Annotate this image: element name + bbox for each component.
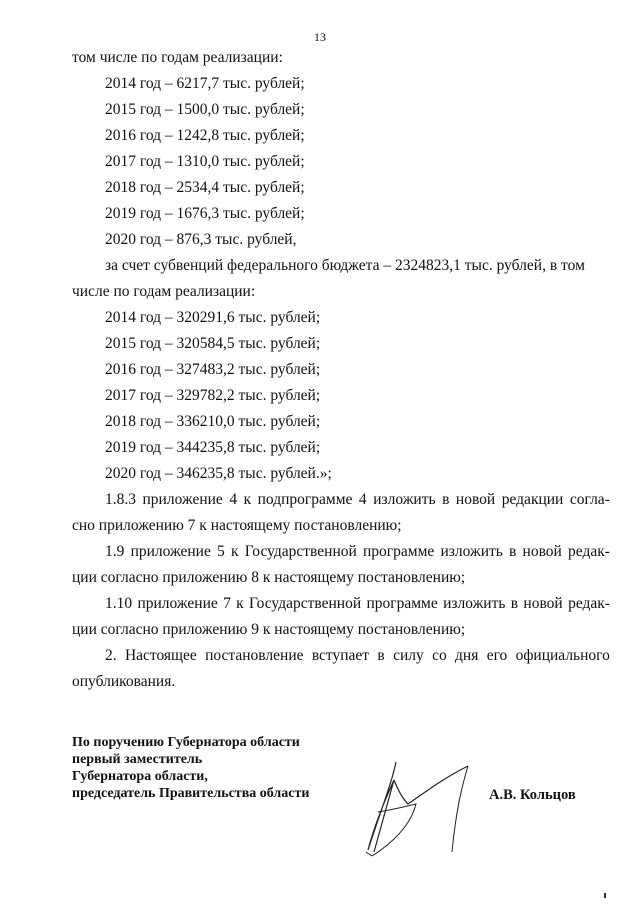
text-line: 2015 год – 320584,5 тыс. рублей;	[105, 335, 321, 352]
text-line-justified	[0, 539, 640, 565]
signatory-title-line: председатель Правительства области	[72, 786, 310, 801]
word: новой	[522, 543, 562, 560]
text-line: 2017 год – 1310,0 тыс. рублей;	[105, 153, 305, 170]
word: к	[230, 543, 239, 560]
word: 5	[217, 543, 225, 560]
word: изложить	[373, 491, 436, 508]
word: редак-	[568, 543, 610, 560]
text-line: опубликования.	[72, 673, 176, 690]
text-line-justified	[0, 643, 640, 669]
text-line: 2014 год – 320291,6 тыс. рублей;	[105, 309, 321, 326]
text-line: ции согласно приложению 9 к настоящему постановлению;	[72, 621, 466, 638]
signatory-title-line: Губернатора области,	[72, 769, 208, 784]
document-body	[0, 45, 640, 695]
word: 1.8.3	[105, 491, 136, 508]
text-line: числе по годам реализации:	[72, 283, 256, 300]
word: программе	[363, 543, 435, 560]
word: 4	[358, 491, 367, 508]
text-line-justified	[0, 487, 640, 513]
text-line: 2020 год – 346235,8 тыс. рублей.»;	[105, 465, 332, 482]
signer-name: А.В. Кольцов	[489, 787, 576, 803]
text-line: 2020 год – 876,3 тыс. рублей,	[105, 231, 297, 248]
word: изложить	[443, 595, 506, 612]
text-line: том числе по годам реализации:	[72, 49, 283, 66]
word: к	[243, 491, 252, 508]
word: Настоящее	[124, 647, 197, 664]
text-line: за счет субвенций федерального бюджета – 2324823,1 тыс. рублей, в том	[105, 257, 585, 274]
word: в	[442, 491, 450, 508]
text-line: 2016 год – 327483,2 тыс. рублей;	[105, 361, 321, 378]
word: дня	[455, 647, 479, 664]
word: приложение	[142, 491, 223, 508]
word: согла-	[569, 491, 610, 508]
text-line: 2014 год – 6217,7 тыс. рублей;	[105, 75, 305, 92]
word: его	[486, 647, 508, 664]
word: новой	[523, 595, 563, 612]
word: в	[510, 595, 519, 612]
text-line: 2017 год – 329782,2 тыс. рублей;	[105, 387, 321, 404]
page-number: 13	[314, 30, 326, 44]
text-line: ции согласно приложению 8 к настоящему постановлению;	[72, 569, 466, 586]
text-line: 2019 год – 344235,8 тыс. рублей;	[105, 439, 321, 456]
text-line: 2018 год – 2534,4 тыс. рублей;	[105, 179, 305, 196]
word: Государственной	[244, 543, 357, 560]
word: редак-	[568, 595, 610, 612]
word: приложение	[130, 543, 211, 560]
word: новой	[455, 491, 496, 508]
word: подпрограмме	[257, 491, 353, 508]
margin-mark	[604, 893, 606, 898]
word: 2.	[105, 647, 117, 664]
word: Государственной	[249, 595, 362, 612]
signatory-title-line: первый заместитель	[72, 752, 203, 767]
word: постановление	[205, 647, 304, 664]
handwritten-signature	[358, 752, 488, 862]
word: к	[236, 595, 244, 612]
word: силу	[393, 647, 424, 664]
signatory-title-line: По поручению Губернатора области	[72, 735, 300, 750]
word: 1.10	[105, 595, 133, 612]
word: официального	[515, 647, 610, 664]
text-line: 2018 год – 336210,0 тыс. рублей;	[105, 413, 321, 430]
text-line: 2015 год – 1500,0 тыс. рублей;	[105, 101, 305, 118]
word: редакции	[501, 491, 564, 508]
word: со	[432, 647, 447, 664]
text-line-justified	[0, 591, 640, 617]
word: 7	[223, 595, 231, 612]
word: в	[509, 543, 517, 560]
text-line: сно приложению 7 к настоящему постановлению;	[72, 517, 402, 534]
word: 1.9	[105, 543, 125, 560]
word: вступает	[311, 647, 370, 664]
text-line: 2019 год – 1676,3 тыс. рублей;	[105, 205, 305, 222]
word: программе	[366, 595, 438, 612]
signatory-title	[72, 734, 309, 802]
text-line: 2016 год – 1242,8 тыс. рублей;	[105, 127, 305, 144]
word: в	[377, 647, 385, 664]
word: изложить	[440, 543, 503, 560]
word: 4	[229, 491, 238, 508]
word: приложение	[137, 595, 218, 612]
